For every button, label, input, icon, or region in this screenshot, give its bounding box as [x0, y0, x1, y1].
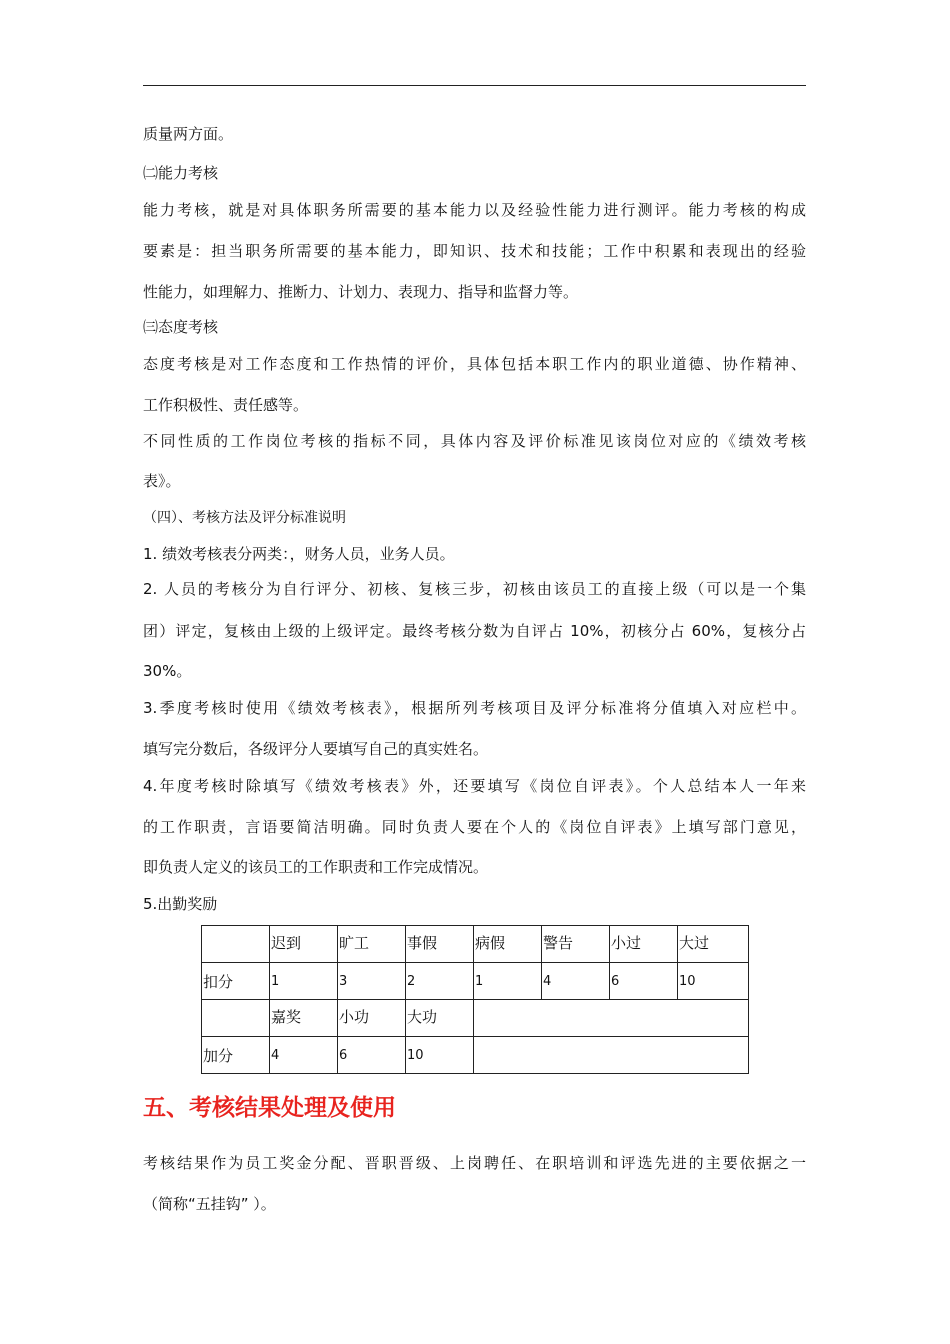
table-cell: 4	[270, 1037, 338, 1074]
paragraph-line: 质量两方面。	[143, 125, 234, 143]
list-item: 团）评定，复核由上级的上级评定。最终考核分数为自评占 10%，初核分占 60%，复核分占	[143, 622, 806, 640]
table-cell-empty	[474, 1000, 749, 1037]
list-item: 的工作职责，言语要简洁明确。同时负责人要在个人的《岗位自评表》上填写部门意见，	[143, 818, 806, 836]
table-cell	[202, 1000, 270, 1037]
table-row	[202, 963, 749, 1000]
paragraph-line: 态度考核是对工作态度和工作热情的评价，具体包括本职工作内的职业道德、协作精神、	[143, 355, 806, 373]
table-cell: 旷工	[338, 926, 406, 963]
table-cell: 4	[542, 963, 610, 1000]
paragraph-line: 表》。	[143, 472, 181, 490]
list-item: 即负责人定义的该员工的工作职责和工作完成情况。	[143, 858, 489, 876]
paragraph-line: 能力考核，就是对具体职务所需要的基本能力以及经验性能力进行测评。能力考核的构成	[143, 201, 806, 219]
paragraph-line: 性能力，如理解力、推断力、计划力、表现力、指导和监督力等。	[143, 283, 579, 301]
table-cell: 加分	[202, 1037, 270, 1074]
table-cell: 小过	[610, 926, 678, 963]
table-cell: 大过	[678, 926, 749, 963]
section-heading: （四）、考核方法及评分标准说明	[143, 510, 346, 526]
attendance-table	[201, 925, 749, 1074]
table-cell: 6	[338, 1037, 406, 1074]
table-cell: 嘉奖	[270, 1000, 338, 1037]
table-cell: 迟到	[270, 926, 338, 963]
table-cell: 2	[406, 963, 474, 1000]
list-item: 2. 人员的考核分为自行评分、初核、复核三步，初核由该员工的直接上级（可以是一个集	[143, 580, 806, 598]
paragraph-line: （简称“五挂钩” ）。	[143, 1195, 276, 1213]
list-item: 4.年度考核时除填写《绩效考核表》外，还要填写《岗位自评表》。个人总结本人一年来	[143, 777, 806, 795]
table-cell: 事假	[406, 926, 474, 963]
list-item: 5.出勤奖励	[143, 895, 218, 913]
table-cell: 10	[678, 963, 749, 1000]
section-title: 五、考核结果处理及使用	[143, 1095, 396, 1121]
section-heading: ㈢态度考核	[143, 318, 219, 336]
paragraph-line: 要素是：担当职务所需要的基本能力，即知识、技术和技能；工作中积累和表现出的经验	[143, 242, 806, 260]
list-item: 30%。	[143, 662, 192, 680]
table-cell: 大功	[406, 1000, 474, 1037]
table-cell: 扣分	[202, 963, 270, 1000]
table-row	[202, 1000, 749, 1037]
table-row	[202, 1037, 749, 1074]
table-row	[202, 926, 749, 963]
table-cell: 警告	[542, 926, 610, 963]
list-item: 1. 绩效考核表分两类：，财务人员，业务人员。	[143, 545, 455, 563]
paragraph-line: 工作积极性、责任感等。	[143, 396, 309, 414]
table-cell: 病假	[474, 926, 542, 963]
table-cell: 1	[474, 963, 542, 1000]
paragraph-line: 考核结果作为员工奖金分配、晋职晋级、上岗聘任、在职培训和评选先进的主要依据之一	[143, 1154, 806, 1172]
table-cell: 3	[338, 963, 406, 1000]
table-cell-empty	[474, 1037, 749, 1074]
table-cell: 6	[610, 963, 678, 1000]
list-item: 填写完分数后，各级评分人要填写自己的真实姓名。	[143, 740, 489, 758]
table-cell	[202, 926, 270, 963]
section-heading: ㈡能力考核	[143, 164, 219, 182]
table-cell: 10	[406, 1037, 474, 1074]
header-rule	[143, 85, 806, 86]
list-item: 3.季度考核时使用《绩效考核表》，根据所列考核项目及评分标准将分值填入对应栏中。	[143, 699, 806, 717]
table-cell: 小功	[338, 1000, 406, 1037]
table-cell: 1	[270, 963, 338, 1000]
paragraph-line: 不同性质的工作岗位考核的指标不同，具体内容及评价标准见该岗位对应的《绩效考核	[143, 432, 806, 450]
